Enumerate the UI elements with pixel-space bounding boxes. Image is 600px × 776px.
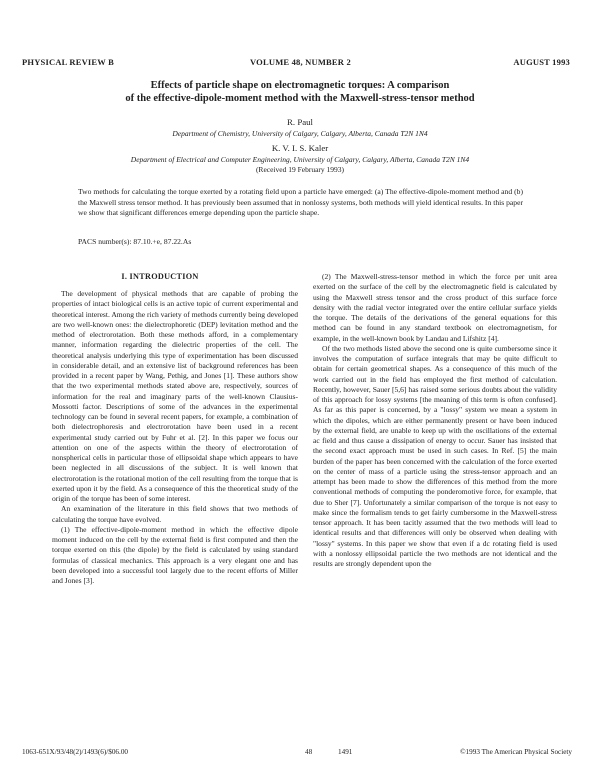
author-affiliation: Department of Chemistry, University of Calgary, Calgary, Alberta, Canada T2N 1N4	[172, 129, 428, 138]
issue-date: AUGUST 1993	[513, 57, 570, 67]
left-column	[52, 289, 298, 741]
title-line-2: of the effective-dipole-moment method with the Maxwell-stress-tensor method	[125, 93, 475, 104]
right-column	[313, 272, 557, 741]
paragraph: Of the two methods listed above the second one is quite cumbersome since it involves the computation of surface integrals that may be quite difficult to obtain for certain geometrical shapes. As a consequence of this much of the work carried out in the field has employed the first method of calculation. Recently, however, Sauer [5,6] has raised some serious doubts about the validity of this approach for lossy systems [the meaning of this term is often confused]. As far as this paper is concerned, by a "lossy" system we mean a system in which the dipoles, which are either permanently present or have been induced by the external field, are unable to keep up with the oscillations of the external ac field and thus cause a dissipation of energy to occur. Sauer has insisted that the second exact approach must be used in such cases. In Ref. [5] the main burden of the paper has been concerned with the calculation of the force exerted on the center of mass of a particle using the stress-tensor approach and an attempt has been made to show the differences of this method from the more conventional methods of computing the ponderomotive force, for example, that due to Sher [7]. Unfortunately a similar comparison of the torque is not easy to make since the formalism tends to get fairly cumbersome in the Maxwell-stress tensor approach. It has been tacitly assumed that the two methods will lead to identical results and that differences will only be observed when dealing with "lossy" systems. In this paper we show that even if a dc rotating field is used with a nonlossy ellipsoidal particle the two methods are not identical and the results are strongly dependent upon the	[313, 343, 557, 568]
page-number: 1491	[338, 748, 353, 756]
paper-title	[40, 79, 560, 105]
section-heading: I. INTRODUCTION	[121, 272, 199, 281]
author-name: K. V. I. S. Kaler	[271, 143, 329, 153]
article-code: 1063-651X/93/48(2)/1493(6)/$06.00	[22, 748, 129, 756]
author-name: R. Paul	[287, 117, 313, 127]
abstract: Two methods for calculating the torque exerted by a rotating field upon a particle have emerged: (a) The effective-dipole-moment method and (b) the Maxwell stress tensor method. It has previously been assumed that in nonlossy systems, both methods will yield identical results. In this paper we show that significant differences emerge depending upon the particle shape.	[78, 187, 523, 218]
paragraph: An examination of the literature in this field shows that two methods of calculating the torque have evolved.	[52, 504, 298, 524]
paragraph: (2) The Maxwell-stress-tensor method in which the force per unit area exerted on the surface of the cell by the electromagnetic field is calculated by using the Maxwell stress tensor and the cross product of this surface force density with the radial vector integrated over the entire cellular surface yields the torque. The details of the derivations of the general equations for this method can be found in any standard textbook on electromagnetism, for example, in the well-known book by Landau and Lifshitz [4].	[313, 272, 557, 343]
author-affiliation: Department of Electrical and Computer Engineering, University of Calgary, Calgary, Alberta, Canada T2N 1N4	[130, 155, 470, 164]
copyright: ©1993 The American Physical Society	[460, 748, 572, 756]
title-line-1: Effects of particle shape on electromagnetic torques: A comparison	[150, 80, 450, 91]
journal-name: PHYSICAL REVIEW B	[22, 57, 115, 67]
pacs-numbers: PACS number(s): 87.10.+e, 87.22.As	[78, 237, 192, 246]
running-header	[22, 57, 570, 69]
paragraph: (1) The effective-dipole-moment method in which the effective dipole moment induced on the cell by the external field is first computed and then the torque exerted on this (the dipole) by the field is calculated by using standard formulas of classical mechanics. This approach is a very elegant one and has been developed into a successful tool largely due to the recent efforts of Miller and Jones [3].	[52, 524, 298, 585]
page-footer	[22, 748, 572, 758]
footer-volume: 48	[305, 748, 313, 756]
received-date: (Received 19 February 1993)	[255, 165, 345, 174]
paragraph: The development of physical methods that are capable of probing the properties of intact biological cells is an active topic of current experimental and theoretical interest. Among the rich variety of methods currently being developed are two well-known ones: the dielectrophoretic (DEP) levitation method and the method of electrorotation. Both these methods afford, in a complementary manner, information regarding the dielectric properties of the cell. The theoretical analysis underlying this type of experimentation has been discussed in considerable detail, and an extensive list of background references has been provided in a recent paper by Wang, Pethig, and Jones [1]. These authors show that the two experimental methods stated above are, respectively, sources of information for the real and imaginary parts of the well-known Clausius-Mossotti factor. Descriptions of some of the advances in the experimental technology can be found in several recent papers, for example, a combination of both dielectrophoresis and electrorotation have been used in a recent experimental study carried out by Fuhr et al. [2]. In this paper we focus our attention on one of the aspects within the theory of electrorotation of nonspherical cells in particular those of ellipsoidal shape which appears to have been neglected in all discussions of the subject. It is well known that electrorotation is the rotational motion of the cell resulting from the torque that is exerted upon it by the field. As a consequence of this the theoretical study of the origin of the torque has been of some interest.	[52, 289, 298, 503]
volume-number: VOLUME 48, NUMBER 2	[250, 57, 351, 67]
